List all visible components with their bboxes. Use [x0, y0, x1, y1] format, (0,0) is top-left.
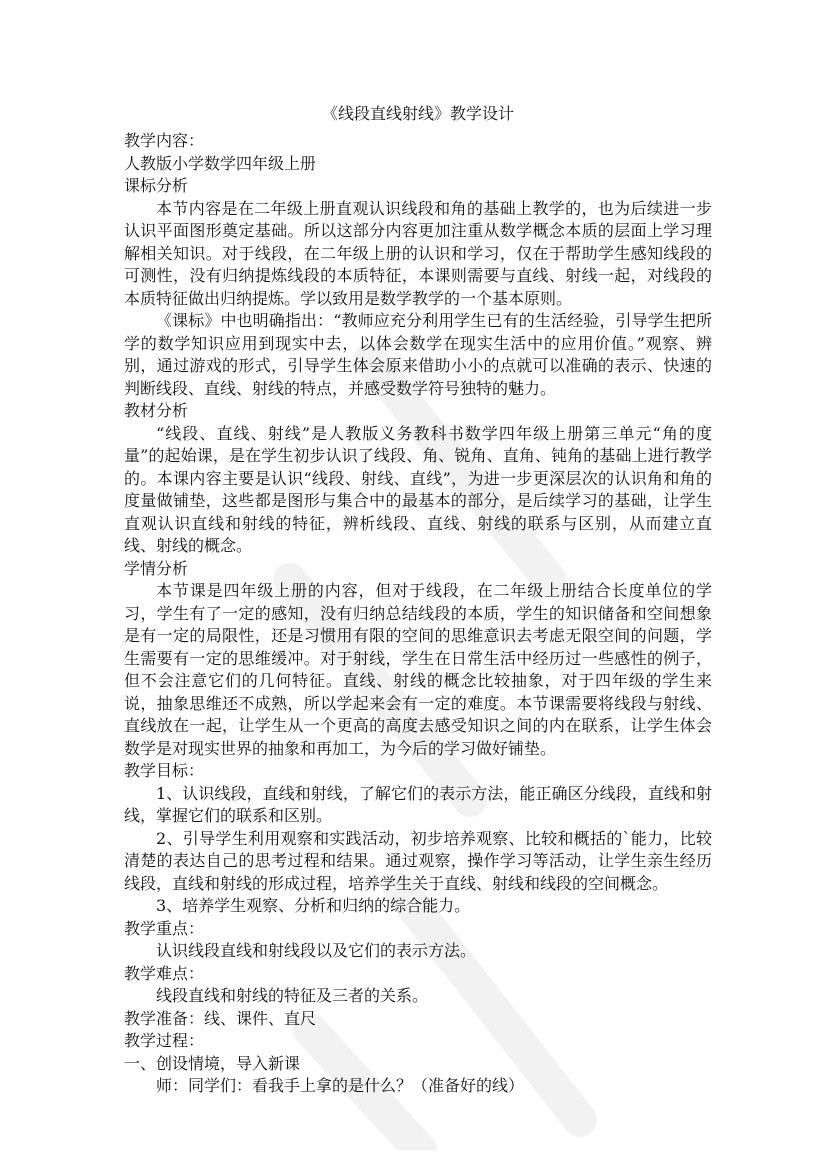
- paragraph: 本节内容是在二年级上册直观认识线段和角的基础上教学的，也为后续进一步认识平面图形奠定基础。所以这部分内容更加注重从数学概念本质的层面上学习理解相关知识。对于线段，在二年级上册的认识和学习，仅在于帮助学生感知线段的可测性，没有归纳提炼线段的本质特征，本课则需要与直线、射线一起，对线段的本质特征做出归纳提炼。学以致用是数学教学的一个基本原则。: [124, 198, 712, 308]
- heading-process: 教学过程：: [124, 1031, 205, 1050]
- heading-student-analysis: 学情分析: [124, 558, 189, 578]
- heading-key-points: 教学重点：: [124, 918, 205, 938]
- dialogue-line: 师：同学们：看我手上拿的是什么？（准备好的线）: [156, 1076, 525, 1095]
- key-points-text: 认识线段直线和射线段以及它们的表示方法。: [156, 941, 477, 960]
- heading-goals: 教学目标：: [124, 761, 205, 780]
- goal-item: 3、培养学生观察、分析和归纳的综合能力。: [156, 896, 471, 915]
- document-title: 《线段直线射线》教学设计: [321, 104, 514, 123]
- paragraph: “线段、直线、射线”是人教版义务教科书数学四年级上册第三单元“角的度量”的起始课，是在学生初步认识了线段、角、锐角、直角、钝角的基础上进行教学的。本课内容主要是认识“线段、射线、直线”，为进一步更深层次的认识角和角的度量做铺垫，这些都是图形与集合中的最基本的部分，是后续学习的基础，让学生直观认识直线和射线的特征，辨析线段、直线、射线的联系与区别，从而建立直线、射线的概念。: [124, 423, 712, 555]
- textbook-line: 人教版小学数学四年级上册: [124, 153, 317, 173]
- heading-curriculum: 课标分析: [124, 176, 189, 195]
- heading-difficulties: 教学难点：: [124, 963, 205, 983]
- paragraph: 《课标》中也明确指出：“教师应充分利用学生已有的生活经验，引导学生把所学的数学知识应用到现实中去，以体会数学在现实生活中的应用价值。”观察、辨别，通过游戏的形式，引导学生体会原来借助小小的点就可以准确的表示、快速的判断线段、直线、射线的特点，并感受数学符号独特的魅力。: [124, 311, 712, 398]
- difficulties-text: 线段直线和射线的特征及三者的关系。: [156, 986, 429, 1005]
- preparation-line: 教学准备：线、课件、直尺: [124, 1008, 317, 1028]
- heading-textbook-analysis: 教材分析: [124, 401, 189, 420]
- heading-content: 教学内容：: [124, 131, 205, 150]
- goal-item: 1、认识线段，直线和射线，了解它们的表示方法，能正确区分线段，直线和射线，掌握它们的联系和区别。: [124, 783, 712, 825]
- paragraph: 本节课是四年级上册的内容，但对于线段，在二年级上册结合长度单位的学习，学生有了一定的感知，没有归纳总结线段的本质，学生的知识储备和空间想象是有一定的局限性，还是习惯用有限的空间的思维意识去考虑无限空间的问题，学生需要有一定的思维缓冲。对于射线，学生在日常生活中经历过一些感性的例子，但不会注意它们的几何特征。直线、射线的概念比较抽象，对于四年级的学生来说，抽象思维还不成熟，所以学起来会有一定的难度。本节课需要将线段与射线、直线放在一起，让学生从一个更高的高度去感受知识之间的内在联系，让学生体会数学是对现实世界的抽象和再加工，为今后的学习做好铺垫。: [124, 581, 712, 758]
- section-heading: 一、创设情境，导入新课: [124, 1053, 301, 1073]
- document-body: [124, 92, 712, 1098]
- goal-item: 2、引导学生利用观察和实践活动，初步培养观察、比较和概括的`能力，比较清楚的表达自己的思考过程和结果。通过观察，操作学习等活动，让学生亲生经历线段，直线和射线的形成过程，培养学生关于直线、射线和线段的空间概念。: [124, 828, 712, 893]
